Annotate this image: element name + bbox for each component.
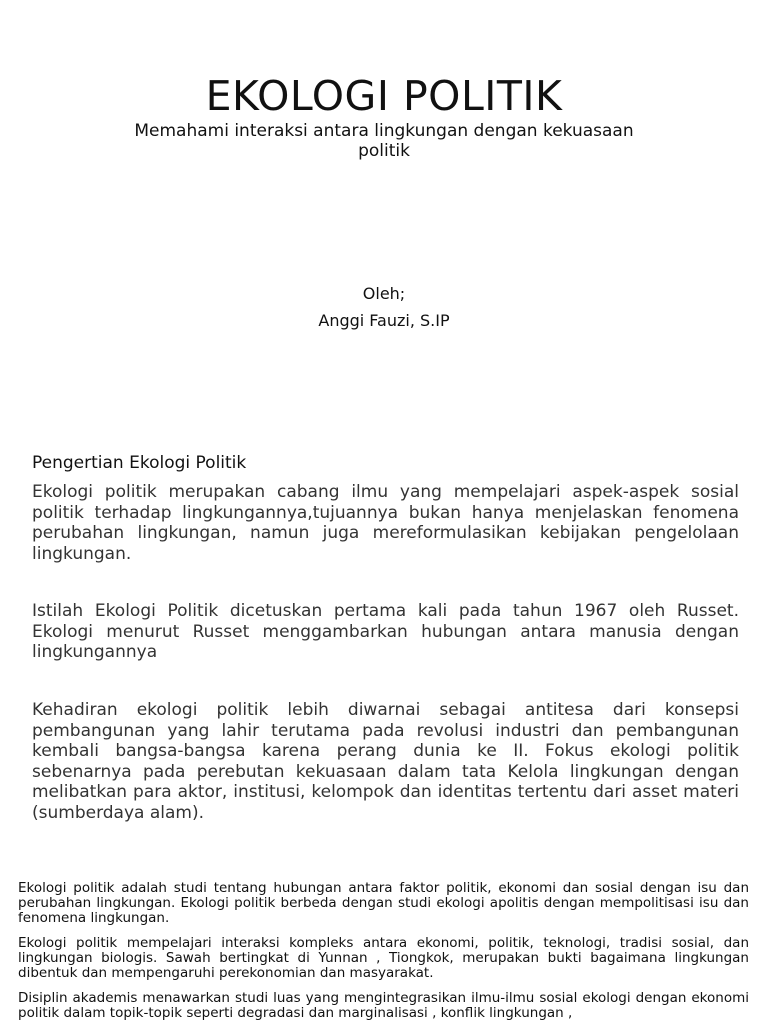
- note-paragraph: Ekologi politik mempelajari interaksi kompleks antara ekonomi, politik, teknologi, tradisi sosial, dan lingkungan biologis. Sawah bertingkat di Yunnan , Tiongkok, merupakan bukti bagaimana lingkungan dibentuk dan mempengaruhi perekonomian dan masyarakat.: [18, 935, 749, 981]
- author-name: Anggi Fauzi, S.IP: [318, 311, 450, 330]
- definition-slide: [0, 430, 768, 860]
- notes-slide: [0, 860, 768, 1024]
- author-block: [0, 283, 768, 337]
- note-paragraph: Ekologi politik adalah studi tentang hubungan antara faktor politik, ekonomi dan sosial dengan isu dan perubahan lingkungan. Ekologi politik berbeda dengan studi ekologi apolitis dengan mempolitisasi isu dan fenomena lingkungan.: [18, 880, 749, 926]
- slide-title: EKOLOGI POLITIK: [205, 72, 563, 120]
- history-paragraph: Istilah Ekologi Politik dicetuskan pertama kali pada tahun 1967 oleh Russet. Ekologi menurut Russet menggambarkan hubungan antara manusia dengan lingkungannya: [32, 601, 739, 663]
- slide-subtitle: Memahami interaksi antara lingkungan dengan kekuasaan politik: [134, 121, 634, 161]
- by-label: Oleh;: [362, 284, 406, 303]
- title-slide: [0, 0, 768, 430]
- section-heading: Pengertian Ekologi Politik: [32, 453, 247, 473]
- focus-paragraph: Kehadiran ekologi politik lebih diwarnai sebagai antitesa dari konsepsi pembangunan yang lahir terutama pada revolusi industri dan pembangunan kembali bangsa-bangsa karena perang dunia ke II. Fokus ekologi politik sebenarnya pada perebutan kekuasaan dalam tata Kelola lingkungan dengan melibatkan para aktor, institusi, kelompok dan identitas tertentu dari asset materi (sumberdaya alam).: [32, 700, 739, 823]
- note-paragraph: Disiplin akademis menawarkan studi luas yang mengintegrasikan ilmu-ilmu sosial ekologi dengan ekonomi politik dalam topik-topik seperti degradasi dan marginalisasi , konflik lingkungan ,: [18, 990, 749, 1021]
- definition-paragraph: Ekologi politik merupakan cabang ilmu yang mempelajari aspek-aspek sosial politik terhadap lingkungannya,tujuannya bukan hanya menjelaskan fenomena perubahan lingkungan, namun juga mereformulasikan kebijakan pengelolaan lingkungan.: [32, 482, 739, 564]
